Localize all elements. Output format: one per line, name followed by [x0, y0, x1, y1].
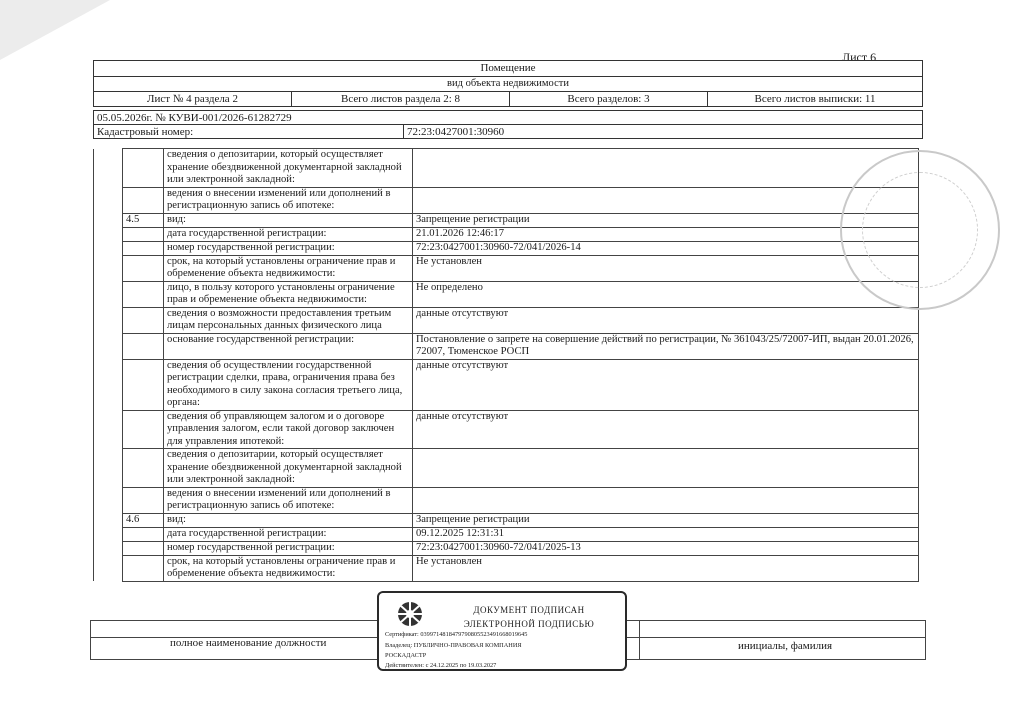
faint-seal-inner [862, 172, 978, 288]
cadastral-number: 72:23:0427001:30960 [407, 126, 505, 138]
table-row [94, 359, 919, 410]
row-label: ведения о внесении изменений или дополнений в регистрационную запись об ипотеке: [164, 487, 413, 513]
row-value: данные отсутствуют [413, 307, 919, 333]
esig-title-line1: ДОКУМЕНТ ПОДПИСАН [473, 605, 585, 615]
extract-sheets-total: Всего листов выписки: 11 [754, 93, 876, 105]
row-value [413, 149, 919, 188]
esig-owner: Владелец: ПУБЛИЧНО-ПРАВОВАЯ КОМПАНИЯ [385, 642, 522, 649]
table-row [94, 187, 919, 213]
row-label: вид: [164, 213, 413, 227]
esig-certificate: Сертификат: 0399714818479790805523491668019645 [385, 631, 528, 638]
position-label: полное наименование должности [170, 637, 327, 649]
table-row [94, 241, 919, 255]
row-label: номер государственной регистрации: [164, 241, 413, 255]
row-label: номер государственной регистрации: [164, 541, 413, 555]
scan-corner-shadow [0, 0, 110, 60]
row-label: дата государственной регистрации: [164, 227, 413, 241]
row-label: сведения об управляющем залогом и о договоре управления залогом, если такой договор заключен для управления ипотекой: [164, 410, 413, 449]
reference-block [93, 110, 923, 139]
esig-owner-org: РОСКАДАСТР [385, 652, 427, 659]
row-label: основание государственной регистрации: [164, 333, 413, 359]
row-label: ведения о внесении изменений или дополнений в регистрационную запись об ипотеке: [164, 187, 413, 213]
section-number: 4.6 [123, 513, 164, 527]
esig-title-line2: ЭЛЕКТРОННОЙ ПОДПИСЬЮ [463, 619, 595, 629]
row-value: 09.12.2025 12:31:31 [413, 527, 919, 541]
table-row [94, 541, 919, 555]
esig-validity: Действителен: с 24.12.2025 по 19.03.2027 [385, 662, 497, 669]
table-row [94, 487, 919, 513]
sheet-number: Лист 6 [842, 50, 877, 64]
row-value: Запрещение регистрации [413, 213, 919, 227]
row-value: 72:23:0427001:30960-72/041/2026-14 [413, 241, 919, 255]
row-label: дата государственной регистрации: [164, 527, 413, 541]
row-value: Запрещение регистрации [413, 513, 919, 527]
row-value: данные отсутствуют [413, 359, 919, 410]
cadastral-label: Кадастровый номер: [94, 125, 404, 139]
table-row [94, 527, 919, 541]
encumbrance-table [93, 148, 919, 582]
sheet-no: Лист № 4 раздела 2 [94, 92, 292, 106]
table-row [94, 281, 919, 307]
object-title: Помещение [480, 62, 536, 74]
sheets-total: Всего листов раздела 2: 8 [292, 92, 510, 106]
initials-label: инициалы, фамилия [738, 640, 833, 652]
table-row [94, 555, 919, 581]
sections-total: Всего разделов: 3 [510, 92, 708, 106]
object-type-caption: вид объекта недвижимости [447, 78, 569, 89]
row-label: вид: [164, 513, 413, 527]
row-value [413, 487, 919, 513]
row-label: сведения о возможности предоставления третьим лицам персональных данных физического лица [164, 307, 413, 333]
table-row [94, 410, 919, 449]
electronic-signature-stamp [377, 591, 627, 671]
table-row [94, 149, 919, 188]
roskadastr-logo-icon [393, 599, 427, 629]
row-label: срок, на который установлены ограничение прав и обременение объекта недвижимости: [164, 555, 413, 581]
row-label: срок, на который установлены ограничение прав и обременение объекта недвижимости: [164, 255, 413, 281]
row-value: Не определено [413, 281, 919, 307]
table-row [94, 333, 919, 359]
row-label: сведения о депозитарии, который осуществляет хранение обездвиженной документарной закладной или электронной закладной: [164, 449, 413, 488]
table-row [94, 449, 919, 488]
row-label: сведения об осуществлении государственной регистрации сделки, права, ограничения права без необходимого в силу закона согласия третьего лица, органа: [164, 359, 413, 410]
row-value: Постановление о запрете на совершение действий по регистрации, № 361043/25/72007-ИП, выдан 20.01.2026, 72007, Тюменское РОСП [413, 333, 919, 359]
table-row [94, 255, 919, 281]
row-value: 21.01.2026 12:46:17 [413, 227, 919, 241]
table-row [94, 227, 919, 241]
date-reference: 05.05.2026г. № КУВИ-001/2026-61282729 [97, 112, 292, 124]
sheet-info-row [93, 91, 923, 107]
table-row [94, 307, 919, 333]
row-value: Не установлен [413, 255, 919, 281]
object-title-box [93, 60, 923, 92]
table-row [94, 513, 919, 527]
row-value: 72:23:0427001:30960-72/041/2025-13 [413, 541, 919, 555]
row-label: лицо, в пользу которого установлены ограничение прав и обременение объекта недвижимости: [164, 281, 413, 307]
section-number: 4.5 [123, 213, 164, 227]
row-value [413, 449, 919, 488]
row-value: Не установлен [413, 555, 919, 581]
row-value: данные отсутствуют [413, 410, 919, 449]
row-label: сведения о депозитарии, который осуществляет хранение обездвиженной документарной закладной или электронной закладной: [164, 149, 413, 188]
table-row [94, 213, 919, 227]
